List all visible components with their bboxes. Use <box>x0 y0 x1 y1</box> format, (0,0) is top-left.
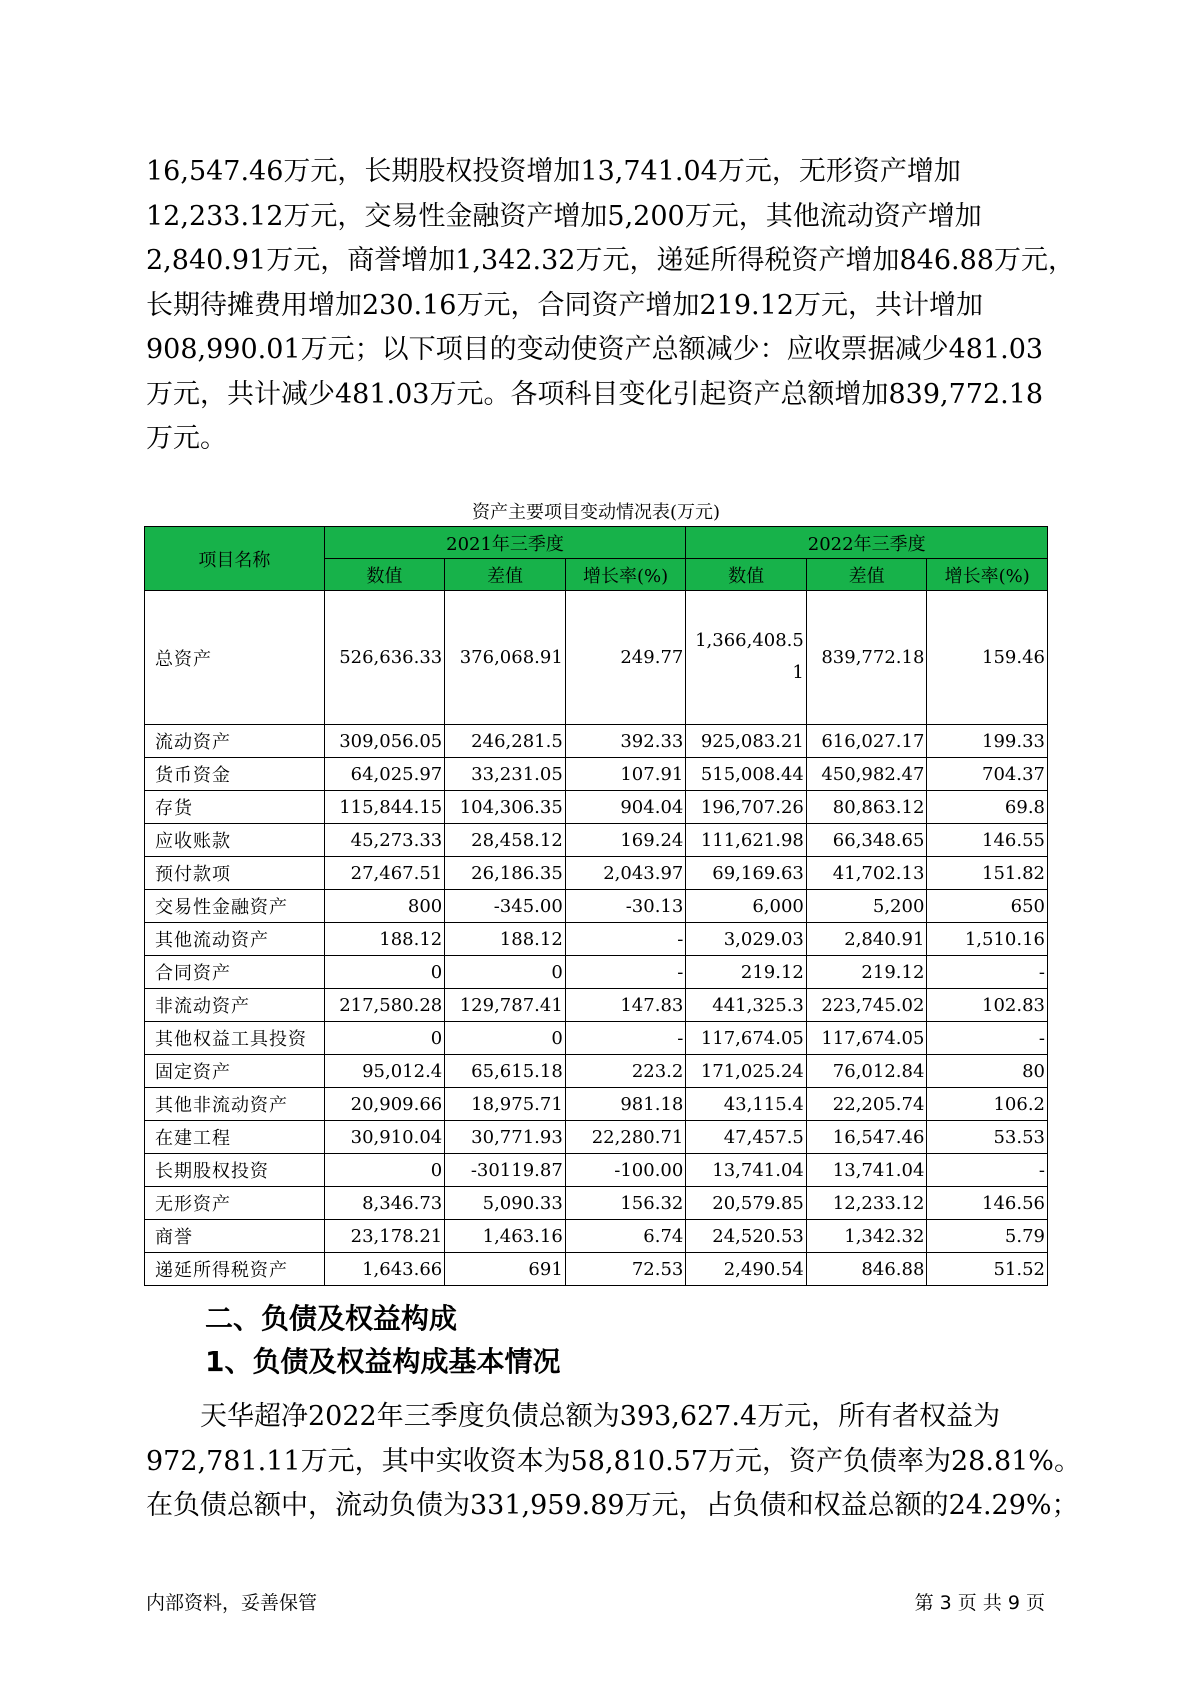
page-number: 第 3 页 共 9 页 <box>914 1592 1045 1614</box>
table-row <box>145 890 1048 923</box>
table-row <box>145 956 1048 989</box>
table-row <box>145 989 1048 1022</box>
table-cell: 450,982.47 <box>806 758 927 791</box>
table-cell: 246,281.5 <box>445 725 566 758</box>
table-cell: 12,233.12 <box>806 1187 927 1220</box>
table-cell: 69,169.63 <box>686 857 807 890</box>
liability-line: 在负债总额中，流动负债为331,959.89万元，占负债和权益总额的24.29%； <box>146 1490 1079 1521</box>
table-cell: 1,366,408.51 <box>686 591 807 725</box>
table-cell: 515,008.44 <box>686 758 807 791</box>
table-cell: 107.91 <box>565 758 686 791</box>
table-cell: 2,490.54 <box>686 1253 807 1286</box>
table-cell: - <box>927 1022 1048 1055</box>
intro-line: 2,840.91万元，商誉增加1,342.32万元，递延所得税资产增加846.88万元， <box>146 245 1075 276</box>
table-cell: 129,787.41 <box>445 989 566 1022</box>
sub-header: 差值 <box>806 559 927 591</box>
table-cell: 3,029.03 <box>686 923 807 956</box>
table-cell: 839,772.18 <box>806 591 927 725</box>
table-row <box>145 1088 1048 1121</box>
table-row <box>145 1055 1048 1088</box>
table-cell: 0 <box>324 1022 445 1055</box>
liability-line: 天华超净2022年三季度负债总额为393,627.4万元，所有者权益为 <box>200 1401 1001 1432</box>
table-cell: 45,273.33 <box>324 824 445 857</box>
row-label: 流动资产 <box>145 725 325 758</box>
table-cell: 156.32 <box>565 1187 686 1220</box>
table-row <box>145 1022 1048 1055</box>
table-row <box>145 725 1048 758</box>
table-cell: 80 <box>927 1055 1048 1088</box>
table-cell: 27,467.51 <box>324 857 445 890</box>
intro-line: 万元，共计减少481.03万元。各项科目变化引起资产总额增加839,772.18 <box>146 378 1044 410</box>
table-body <box>145 591 1048 1286</box>
table-cell: 65,615.18 <box>445 1055 566 1088</box>
table-row <box>145 591 1048 725</box>
table-caption: 资产主要项目变动情况表(万元) <box>471 502 721 523</box>
sub-heading: 1、负债及权益构成基本情况 <box>205 1345 561 1378</box>
liability-paragraph <box>146 1395 1081 1529</box>
table-cell: 146.56 <box>927 1187 1048 1220</box>
table-cell: 53.53 <box>927 1121 1048 1154</box>
table-cell: 0 <box>324 1154 445 1187</box>
table-cell: 22,280.71 <box>565 1121 686 1154</box>
asset-change-table <box>144 526 1048 1286</box>
table-cell: 1,463.16 <box>445 1220 566 1253</box>
table-cell: 0 <box>324 956 445 989</box>
table-cell: 106.2 <box>927 1088 1048 1121</box>
table-row <box>145 1154 1048 1187</box>
table-cell: 392.33 <box>565 725 686 758</box>
table-cell: 33,231.05 <box>445 758 566 791</box>
table-cell: 5.79 <box>927 1220 1048 1253</box>
table-cell: 196,707.26 <box>686 791 807 824</box>
table-row <box>145 1121 1048 1154</box>
table-row <box>145 857 1048 890</box>
table-cell: 20,909.66 <box>324 1088 445 1121</box>
table-cell: 169.24 <box>565 824 686 857</box>
table-cell: 704.37 <box>927 758 1048 791</box>
table-cell: 80,863.12 <box>806 791 927 824</box>
liability-line: 972,781.11万元，其中实收资本为58,810.57万元，资产负债率为28.81%。 <box>146 1445 1081 1477</box>
table-cell: 6.74 <box>565 1220 686 1253</box>
table-cell: 18,975.71 <box>445 1088 566 1121</box>
table-cell: - <box>565 956 686 989</box>
table-cell: 1,510.16 <box>927 923 1048 956</box>
table-cell: 95,012.4 <box>324 1055 445 1088</box>
table-cell: 223,745.02 <box>806 989 927 1022</box>
table-cell: 526,636.33 <box>324 591 445 725</box>
table-row <box>145 824 1048 857</box>
table-cell: -345.00 <box>445 890 566 923</box>
table-cell: 2,043.97 <box>565 857 686 890</box>
table-cell: 2,840.91 <box>806 923 927 956</box>
table-cell: -30119.87 <box>445 1154 566 1187</box>
table-cell: 22,205.74 <box>806 1088 927 1121</box>
sub-header: 增长率(%) <box>927 559 1048 591</box>
table-cell: 0 <box>445 1022 566 1055</box>
footer-note: 内部资料，妥善保管 <box>146 1592 318 1614</box>
row-label: 货币资金 <box>145 758 325 791</box>
table-cell: 146.55 <box>927 824 1048 857</box>
table-cell: 0 <box>445 956 566 989</box>
row-label: 长期股权投资 <box>145 1154 325 1187</box>
period-2022-header: 2022年三季度 <box>686 527 1048 559</box>
table-cell: 249.77 <box>565 591 686 725</box>
table-cell: 23,178.21 <box>324 1220 445 1253</box>
table-cell: 309,056.05 <box>324 725 445 758</box>
table-cell: 219.12 <box>686 956 807 989</box>
table-row <box>145 923 1048 956</box>
table-cell: 650 <box>927 890 1048 923</box>
row-label: 合同资产 <box>145 956 325 989</box>
table-cell: 159.46 <box>927 591 1048 725</box>
table-row <box>145 1187 1048 1220</box>
table-row <box>145 758 1048 791</box>
table-cell: 1,342.32 <box>806 1220 927 1253</box>
row-label: 固定资产 <box>145 1055 325 1088</box>
table-cell: 217,580.28 <box>324 989 445 1022</box>
sub-header: 差值 <box>445 559 566 591</box>
row-label: 存货 <box>145 791 325 824</box>
table-cell: 188.12 <box>324 923 445 956</box>
table-cell: 111,621.98 <box>686 824 807 857</box>
table-cell: 30,910.04 <box>324 1121 445 1154</box>
sub-header: 数值 <box>686 559 807 591</box>
table-cell: 24,520.53 <box>686 1220 807 1253</box>
table-cell: 13,741.04 <box>806 1154 927 1187</box>
table-cell: 800 <box>324 890 445 923</box>
table-cell: 51.52 <box>927 1253 1048 1286</box>
row-label: 预付款项 <box>145 857 325 890</box>
intro-line: 16,547.46万元，长期股权投资增加13,741.04万元，无形资产增加 <box>146 156 961 187</box>
row-label: 总资产 <box>145 591 325 725</box>
table-cell: - <box>565 923 686 956</box>
table-cell: 13,741.04 <box>686 1154 807 1187</box>
intro-line: 908,990.01万元；以下项目的变动使资产总额减少：应收票据减少481.03 <box>146 334 1044 365</box>
table-cell: 6,000 <box>686 890 807 923</box>
section-heading: 二、负债及权益构成 <box>205 1302 458 1335</box>
table-cell: 188.12 <box>445 923 566 956</box>
table-cell: 616,027.17 <box>806 725 927 758</box>
row-label: 应收账款 <box>145 824 325 857</box>
table-cell: 43,115.4 <box>686 1088 807 1121</box>
table-cell: 1,643.66 <box>324 1253 445 1286</box>
table-cell: 691 <box>445 1253 566 1286</box>
table-cell: - <box>565 1022 686 1055</box>
table-cell: 441,325.3 <box>686 989 807 1022</box>
sub-header: 增长率(%) <box>565 559 686 591</box>
table-cell: 223.2 <box>565 1055 686 1088</box>
table-cell: 904.04 <box>565 791 686 824</box>
table-cell: 925,083.21 <box>686 725 807 758</box>
table-cell: 151.82 <box>927 857 1048 890</box>
table-cell: 8,346.73 <box>324 1187 445 1220</box>
table-row <box>145 1253 1048 1286</box>
row-label: 无形资产 <box>145 1187 325 1220</box>
item-name-header: 项目名称 <box>145 527 325 591</box>
table-row <box>145 1220 1048 1253</box>
row-label: 递延所得税资产 <box>145 1253 325 1286</box>
table-cell: 69.8 <box>927 791 1048 824</box>
table-row <box>145 791 1048 824</box>
table-cell: 72.53 <box>565 1253 686 1286</box>
table-cell: 5,090.33 <box>445 1187 566 1220</box>
table-cell: 846.88 <box>806 1253 927 1286</box>
table-cell: 20,579.85 <box>686 1187 807 1220</box>
row-label: 交易性金融资产 <box>145 890 325 923</box>
table-cell: 47,457.5 <box>686 1121 807 1154</box>
table-cell: 26,186.35 <box>445 857 566 890</box>
table-cell: 376,068.91 <box>445 591 566 725</box>
intro-paragraph <box>146 150 1075 462</box>
row-label: 其他流动资产 <box>145 923 325 956</box>
sub-header: 数值 <box>324 559 445 591</box>
table-cell: 28,458.12 <box>445 824 566 857</box>
row-label: 其他权益工具投资 <box>145 1022 325 1055</box>
table-cell: 16,547.46 <box>806 1121 927 1154</box>
row-label: 商誉 <box>145 1220 325 1253</box>
period-2021-header: 2021年三季度 <box>324 527 686 559</box>
table-cell: 66,348.65 <box>806 824 927 857</box>
table-cell: -100.00 <box>565 1154 686 1187</box>
table-cell: 115,844.15 <box>324 791 445 824</box>
table-cell: -30.13 <box>565 890 686 923</box>
table-cell: 117,674.05 <box>686 1022 807 1055</box>
row-label: 非流动资产 <box>145 989 325 1022</box>
table-cell: 5,200 <box>806 890 927 923</box>
table-cell: 981.18 <box>565 1088 686 1121</box>
table-cell: 199.33 <box>927 725 1048 758</box>
row-label: 其他非流动资产 <box>145 1088 325 1121</box>
intro-line: 万元。 <box>146 423 227 454</box>
table-cell: 30,771.93 <box>445 1121 566 1154</box>
table-cell: 102.83 <box>927 989 1048 1022</box>
table-cell: 219.12 <box>806 956 927 989</box>
table-cell: - <box>927 956 1048 989</box>
table-cell: - <box>927 1154 1048 1187</box>
table-cell: 76,012.84 <box>806 1055 927 1088</box>
table-cell: 147.83 <box>565 989 686 1022</box>
intro-line: 12,233.12万元，交易性金融资产增加5,200万元，其他流动资产增加 <box>146 200 982 232</box>
table-cell: 171,025.24 <box>686 1055 807 1088</box>
table-cell: 104,306.35 <box>445 791 566 824</box>
table-cell: 117,674.05 <box>806 1022 927 1055</box>
table-cell: 41,702.13 <box>806 857 927 890</box>
row-label: 在建工程 <box>145 1121 325 1154</box>
intro-line: 长期待摊费用增加230.16万元，合同资产增加219.12万元，共计增加 <box>146 289 983 321</box>
table-cell: 64,025.97 <box>324 758 445 791</box>
